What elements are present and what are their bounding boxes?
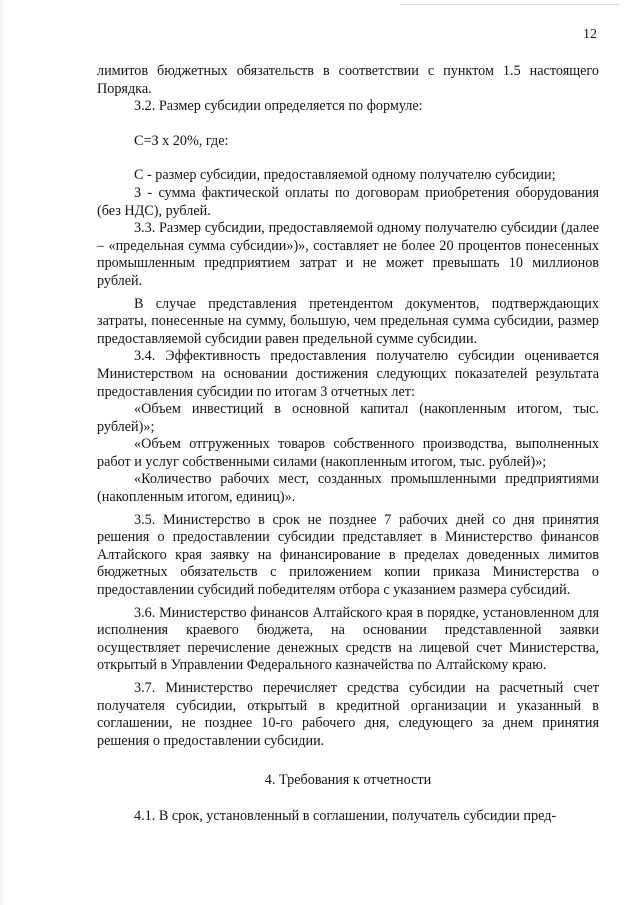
indicator-jobs: «Количество рабочих мест, созданных промышленными предприятиями (накопленным итогом, единиц)». xyxy=(97,471,599,506)
paragraph-3-7: 3.7. Министерство перечисляет средства субсидии на расчетный счет получателя субсидии, открытый в кредитной организации и указанный в соглашении, не позднее 10-го рабочего дня, следующего за днем принятия решения о предоставлении субсидии. xyxy=(97,680,599,749)
paragraph-3-5: 3.5. Министерство в срок не позднее 7 рабочих дней со дня принятия решения о предоставлении субсидии представляет в Министерство финансов Алтайского края заявку на финансирование в пределах доведенных лимитов бюджетных обязательств с приложением копии приказа Министерства о предоставлении субсидий победителям отбора с указанием размера субсидий. xyxy=(97,511,599,599)
paragraph-3-6: 3.6. Министерство финансов Алтайского края в порядке, установленном для исполнения краевого бюджета, на основании представленной заявки осуществляет перечисление денежных средств на лицевой счет Министерства, открытый в Управлении Федерального казначейства по Алтайскому краю. xyxy=(97,604,599,674)
formula-definition-z: З - сумма фактической оплаты по договорам приобретения оборудования (без НДС), рублей. xyxy=(97,184,599,219)
paragraph-3-4: 3.4. Эффективность предоставления получателю субсидии оценивается Министерством на основании достижения следующих показателей результата предоставления субсидии по итогам 3 отчетных лет: xyxy=(97,348,599,400)
page-number: 12 xyxy=(583,27,597,42)
section-title: 4. Требования к отчетности xyxy=(264,772,432,789)
formula-definition-c: С - размер субсидии, предоставляемой одному получателю субсидии; xyxy=(134,167,556,184)
indicator-investments: «Объем инвестиций в основной капитал (накопленным итогом, тыс. рублей)»; xyxy=(97,401,599,435)
document-body xyxy=(97,63,599,826)
formula: С=З х 20%, где: xyxy=(134,132,229,149)
paragraph-excess-claim: В случае представления претендентом документов, подтверждающих затраты, понесенные на сумму, большую, чем предельная сумма субсидии, размер предоставляемой субсидии равен предельной сумме субсидии. xyxy=(97,295,599,347)
paragraph-4-1: 4.1. В срок, установленный в соглашении, получатель субсидии пред- xyxy=(134,807,557,824)
scan-edge xyxy=(0,0,3,905)
paragraph-3-3: 3.3. Размер субсидии, предоставляемой одному получателю субсидии (далее – «предельная сумма субсидии»)», составляет не более 20 процентов понесенных промышленным предприятием затрат и не может превышать 10 миллионов рублей. xyxy=(97,220,599,289)
paragraph-continuation: лимитов бюджетных обязательств в соответствии с пунктом 1.5 настоящего Порядка. xyxy=(97,63,599,97)
indicator-shipped-goods: «Объем отгруженных товаров собственного производства, выполненных работ и услуг собственными силами (накопленным итогом, тыс. рублей)»; xyxy=(97,436,599,470)
scan-artifact-line xyxy=(400,4,620,5)
paragraph-3-2: 3.2. Размер субсидии определяется по формуле: xyxy=(134,98,423,115)
